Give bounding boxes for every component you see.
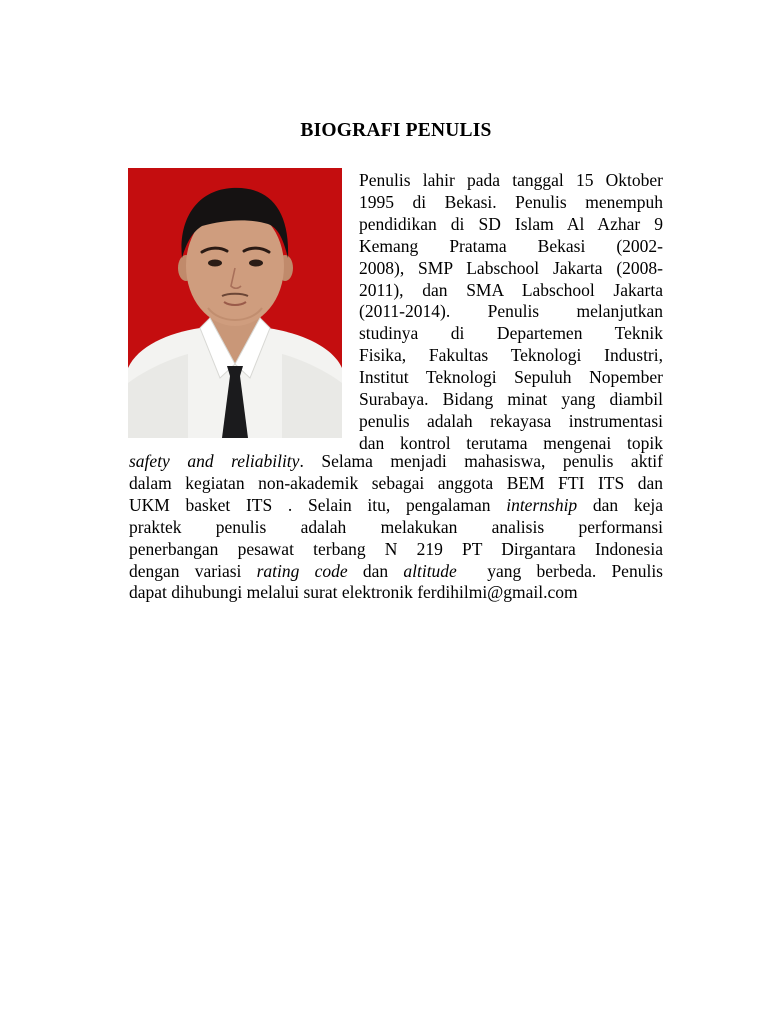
text-run: . Selama menjadi mahasiswa, penulis aktif bbox=[299, 451, 663, 471]
text-line: Kemang Pratama Bekasi (2002- bbox=[359, 235, 663, 256]
italic-term: safety and reliability bbox=[129, 451, 300, 471]
biography-paragraph-continued bbox=[129, 451, 663, 604]
text-line: 2008), SMP Labschool Jakarta (2008- bbox=[359, 257, 663, 278]
author-photo bbox=[128, 168, 342, 438]
text-line: 2011), dan SMA Labschool Jakarta bbox=[359, 279, 663, 300]
text-line: dapat dihubungi melalui surat elektronik ferdihilmi@gmail.com bbox=[129, 582, 578, 603]
text-line: pendidikan di SD Islam Al Azhar 9 bbox=[359, 213, 663, 234]
text-line: penerbangan pesawat terbang N 219 PT Dirgantara Indonesia bbox=[129, 538, 663, 559]
text-line: dan kontrol terutama mengenai topik bbox=[359, 432, 663, 453]
text-line: Penulis lahir pada tanggal 15 Oktober bbox=[359, 170, 663, 190]
text-line: 1995 di Bekasi. Penulis menempuh bbox=[359, 191, 663, 212]
text-run: dengan variasi bbox=[129, 560, 257, 581]
text-line: studinya di Departemen Teknik bbox=[359, 323, 663, 344]
page-title: BIOGRAFI PENULIS bbox=[300, 120, 492, 141]
text-run: yang berbeda. Penulis bbox=[456, 560, 663, 581]
text-line: praktek penulis adalah melakukan analisis performansi bbox=[129, 516, 663, 537]
text-line bbox=[129, 495, 663, 517]
text-run: dan keja bbox=[577, 494, 663, 515]
text-line bbox=[129, 451, 663, 473]
text-line: (2011-2014). Penulis melanjutkan bbox=[359, 301, 663, 322]
text-line: Fisika, Fakultas Teknologi Industri, bbox=[359, 345, 663, 366]
biography-paragraph-intro bbox=[359, 170, 663, 455]
text-line bbox=[129, 561, 663, 583]
text-run: dan bbox=[347, 560, 404, 581]
text-line: dalam kegiatan non-akademik sebagai anggota BEM FTI ITS dan bbox=[129, 472, 663, 493]
text-line: penulis adalah rekayasa instrumentasi bbox=[359, 410, 663, 431]
author-portrait-image bbox=[128, 168, 342, 438]
italic-term: internship bbox=[506, 494, 578, 515]
text-line: Institut Teknologi Sepuluh Nopember bbox=[359, 367, 663, 388]
italic-term: altitude bbox=[403, 560, 457, 581]
text-run: UKM basket ITS . Selain itu, pengalaman bbox=[129, 494, 507, 515]
text-line: Surabaya. Bidang minat yang diambil bbox=[359, 389, 663, 410]
italic-term: rating code bbox=[256, 560, 348, 581]
